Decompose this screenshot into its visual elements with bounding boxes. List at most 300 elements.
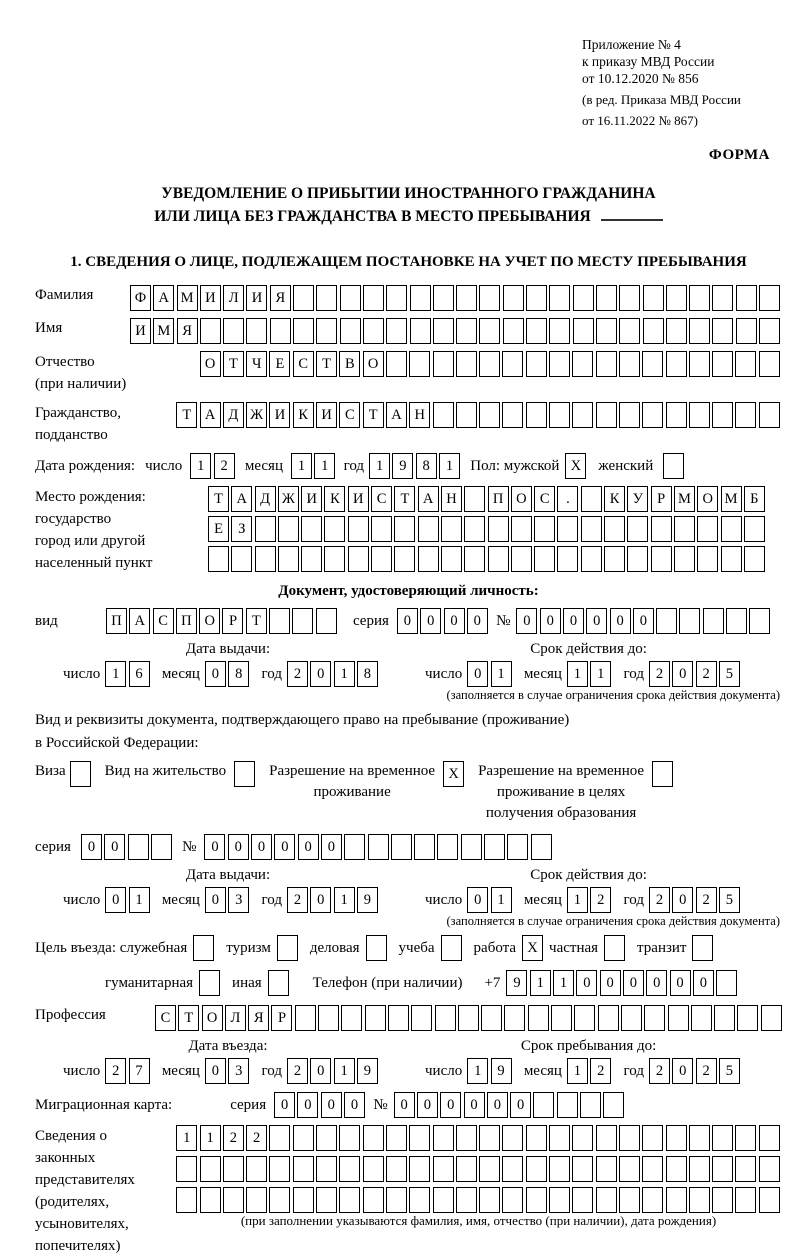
purpose-work-checkbox[interactable]: X bbox=[522, 935, 543, 961]
char-cell[interactable] bbox=[573, 318, 594, 344]
char-cell[interactable]: А bbox=[129, 608, 150, 634]
char-cell[interactable]: 5 bbox=[719, 1058, 740, 1084]
char-cell[interactable] bbox=[534, 516, 555, 542]
char-cell[interactable] bbox=[689, 351, 710, 377]
char-cell[interactable]: И bbox=[200, 285, 221, 311]
char-cell[interactable]: 2 bbox=[287, 887, 308, 913]
char-cell[interactable] bbox=[689, 1187, 710, 1213]
sex-male-checkbox[interactable]: X bbox=[565, 453, 586, 479]
char-cell[interactable] bbox=[200, 1156, 221, 1182]
char-cell[interactable] bbox=[339, 1156, 360, 1182]
char-cell[interactable] bbox=[365, 1005, 386, 1031]
char-cell[interactable] bbox=[651, 546, 672, 572]
char-cell[interactable] bbox=[549, 1125, 570, 1151]
char-cell[interactable] bbox=[689, 1125, 710, 1151]
char-cell[interactable] bbox=[598, 1005, 619, 1031]
purpose-transit-checkbox[interactable] bbox=[692, 935, 713, 961]
char-cell[interactable] bbox=[433, 318, 454, 344]
char-cell[interactable] bbox=[534, 546, 555, 572]
char-cell[interactable] bbox=[456, 351, 477, 377]
char-cell[interactable] bbox=[461, 834, 482, 860]
char-cell[interactable] bbox=[528, 1005, 549, 1031]
char-cell[interactable] bbox=[712, 402, 733, 428]
char-cell[interactable]: . bbox=[557, 486, 578, 512]
visa-checkbox[interactable] bbox=[70, 761, 91, 787]
char-cell[interactable]: 0 bbox=[467, 887, 488, 913]
char-cell[interactable] bbox=[656, 608, 677, 634]
char-cell[interactable] bbox=[391, 834, 412, 860]
char-cell[interactable] bbox=[712, 1187, 733, 1213]
char-cell[interactable] bbox=[679, 608, 700, 634]
char-cell[interactable]: К bbox=[324, 486, 345, 512]
char-cell[interactable]: М bbox=[674, 486, 695, 512]
char-cell[interactable]: 9 bbox=[506, 970, 527, 996]
char-cell[interactable] bbox=[269, 1125, 290, 1151]
char-cell[interactable]: Т bbox=[394, 486, 415, 512]
char-cell[interactable] bbox=[691, 1005, 712, 1031]
char-cell[interactable] bbox=[531, 834, 552, 860]
char-cell[interactable]: 3 bbox=[228, 1058, 249, 1084]
char-cell[interactable] bbox=[435, 1005, 456, 1031]
char-cell[interactable] bbox=[712, 285, 733, 311]
char-cell[interactable] bbox=[316, 1125, 337, 1151]
char-cell[interactable] bbox=[549, 285, 570, 311]
char-cell[interactable] bbox=[151, 834, 172, 860]
char-cell[interactable] bbox=[504, 1005, 525, 1031]
char-cell[interactable] bbox=[318, 1005, 339, 1031]
char-cell[interactable]: Д bbox=[255, 486, 276, 512]
char-cell[interactable]: 0 bbox=[104, 834, 125, 860]
char-cell[interactable] bbox=[761, 1005, 782, 1031]
char-cell[interactable] bbox=[642, 1187, 663, 1213]
char-cell[interactable]: Р bbox=[271, 1005, 292, 1031]
char-cell[interactable] bbox=[433, 1125, 454, 1151]
char-cell[interactable] bbox=[409, 351, 430, 377]
char-cell[interactable]: П bbox=[488, 486, 509, 512]
char-cell[interactable]: 0 bbox=[510, 1092, 531, 1118]
char-cell[interactable]: 2 bbox=[649, 661, 670, 687]
char-cell[interactable]: Я bbox=[177, 318, 198, 344]
char-cell[interactable] bbox=[410, 318, 431, 344]
char-cell[interactable] bbox=[394, 546, 415, 572]
char-cell[interactable] bbox=[712, 1156, 733, 1182]
char-cell[interactable] bbox=[246, 1187, 267, 1213]
char-cell[interactable]: 0 bbox=[205, 661, 226, 687]
char-cell[interactable] bbox=[511, 546, 532, 572]
char-cell[interactable] bbox=[464, 516, 485, 542]
char-cell[interactable]: Е bbox=[208, 516, 229, 542]
char-cell[interactable]: 1 bbox=[190, 453, 211, 479]
char-cell[interactable] bbox=[371, 546, 392, 572]
temp-residence-edu-checkbox[interactable] bbox=[652, 761, 673, 787]
char-cell[interactable]: 0 bbox=[228, 834, 249, 860]
char-cell[interactable] bbox=[348, 546, 369, 572]
char-cell[interactable] bbox=[619, 1156, 640, 1182]
char-cell[interactable]: Д bbox=[223, 402, 244, 428]
char-cell[interactable] bbox=[316, 318, 337, 344]
char-cell[interactable] bbox=[388, 1005, 409, 1031]
char-cell[interactable]: 2 bbox=[590, 1058, 611, 1084]
char-cell[interactable]: 8 bbox=[357, 661, 378, 687]
char-cell[interactable]: 0 bbox=[394, 1092, 415, 1118]
char-cell[interactable] bbox=[411, 1005, 432, 1031]
char-cell[interactable] bbox=[549, 1156, 570, 1182]
char-cell[interactable]: 1 bbox=[590, 661, 611, 687]
purpose-humanitarian-checkbox[interactable] bbox=[199, 970, 220, 996]
char-cell[interactable] bbox=[502, 1187, 523, 1213]
char-cell[interactable]: 0 bbox=[251, 834, 272, 860]
char-cell[interactable]: 0 bbox=[321, 834, 342, 860]
char-cell[interactable]: С bbox=[534, 486, 555, 512]
char-cell[interactable] bbox=[484, 834, 505, 860]
char-cell[interactable] bbox=[644, 1005, 665, 1031]
char-cell[interactable]: К bbox=[604, 486, 625, 512]
char-cell[interactable]: 0 bbox=[298, 834, 319, 860]
char-cell[interactable] bbox=[278, 516, 299, 542]
char-cell[interactable] bbox=[503, 318, 524, 344]
char-cell[interactable]: 0 bbox=[204, 834, 225, 860]
char-cell[interactable]: 1 bbox=[553, 970, 574, 996]
char-cell[interactable] bbox=[223, 318, 244, 344]
char-cell[interactable] bbox=[581, 516, 602, 542]
char-cell[interactable] bbox=[642, 402, 663, 428]
char-cell[interactable] bbox=[596, 1125, 617, 1151]
char-cell[interactable]: К bbox=[293, 402, 314, 428]
char-cell[interactable]: О bbox=[200, 351, 221, 377]
char-cell[interactable] bbox=[502, 1125, 523, 1151]
char-cell[interactable]: И bbox=[246, 285, 267, 311]
char-cell[interactable]: 7 bbox=[129, 1058, 150, 1084]
char-cell[interactable] bbox=[502, 402, 523, 428]
sex-female-checkbox[interactable] bbox=[663, 453, 684, 479]
char-cell[interactable] bbox=[507, 834, 528, 860]
residence-permit-checkbox[interactable] bbox=[234, 761, 255, 787]
char-cell[interactable] bbox=[409, 1125, 430, 1151]
char-cell[interactable] bbox=[269, 608, 290, 634]
char-cell[interactable] bbox=[464, 486, 485, 512]
char-cell[interactable] bbox=[737, 1005, 758, 1031]
char-cell[interactable]: 1 bbox=[291, 453, 312, 479]
char-cell[interactable] bbox=[386, 318, 407, 344]
purpose-business-checkbox[interactable] bbox=[366, 935, 387, 961]
char-cell[interactable] bbox=[666, 1125, 687, 1151]
char-cell[interactable] bbox=[642, 1125, 663, 1151]
char-cell[interactable]: М bbox=[721, 486, 742, 512]
char-cell[interactable] bbox=[526, 1187, 547, 1213]
char-cell[interactable] bbox=[716, 970, 737, 996]
char-cell[interactable] bbox=[255, 546, 276, 572]
char-cell[interactable] bbox=[223, 1187, 244, 1213]
char-cell[interactable] bbox=[712, 318, 733, 344]
char-cell[interactable]: Т bbox=[178, 1005, 199, 1031]
char-cell[interactable] bbox=[619, 1187, 640, 1213]
char-cell[interactable]: 1 bbox=[334, 887, 355, 913]
char-cell[interactable]: Ж bbox=[246, 402, 267, 428]
char-cell[interactable] bbox=[200, 1187, 221, 1213]
char-cell[interactable]: 9 bbox=[357, 1058, 378, 1084]
char-cell[interactable] bbox=[441, 516, 462, 542]
char-cell[interactable]: О bbox=[202, 1005, 223, 1031]
char-cell[interactable]: 2 bbox=[287, 661, 308, 687]
char-cell[interactable]: 2 bbox=[105, 1058, 126, 1084]
char-cell[interactable] bbox=[712, 351, 733, 377]
char-cell[interactable]: 0 bbox=[420, 608, 441, 634]
char-cell[interactable]: 8 bbox=[228, 661, 249, 687]
char-cell[interactable] bbox=[316, 1156, 337, 1182]
char-cell[interactable] bbox=[464, 546, 485, 572]
char-cell[interactable] bbox=[551, 1005, 572, 1031]
char-cell[interactable] bbox=[293, 285, 314, 311]
char-cell[interactable] bbox=[363, 285, 384, 311]
char-cell[interactable] bbox=[604, 546, 625, 572]
char-cell[interactable] bbox=[479, 402, 500, 428]
char-cell[interactable] bbox=[668, 1005, 689, 1031]
char-cell[interactable] bbox=[735, 402, 756, 428]
char-cell[interactable] bbox=[526, 1125, 547, 1151]
char-cell[interactable] bbox=[627, 516, 648, 542]
char-cell[interactable] bbox=[703, 608, 724, 634]
char-cell[interactable]: 1 bbox=[369, 453, 390, 479]
char-cell[interactable] bbox=[759, 1156, 780, 1182]
char-cell[interactable]: И bbox=[316, 402, 337, 428]
char-cell[interactable] bbox=[603, 1092, 624, 1118]
char-cell[interactable]: 2 bbox=[590, 887, 611, 913]
char-cell[interactable] bbox=[394, 516, 415, 542]
char-cell[interactable] bbox=[340, 318, 361, 344]
char-cell[interactable]: 1 bbox=[176, 1125, 197, 1151]
char-cell[interactable] bbox=[619, 351, 640, 377]
char-cell[interactable] bbox=[666, 285, 687, 311]
char-cell[interactable]: 0 bbox=[417, 1092, 438, 1118]
char-cell[interactable] bbox=[270, 318, 291, 344]
char-cell[interactable] bbox=[386, 285, 407, 311]
char-cell[interactable] bbox=[363, 318, 384, 344]
purpose-tourism-checkbox[interactable] bbox=[277, 935, 298, 961]
char-cell[interactable] bbox=[456, 1125, 477, 1151]
char-cell[interactable]: 0 bbox=[105, 887, 126, 913]
char-cell[interactable]: Б bbox=[744, 486, 765, 512]
char-cell[interactable] bbox=[549, 318, 570, 344]
char-cell[interactable] bbox=[596, 402, 617, 428]
char-cell[interactable] bbox=[456, 285, 477, 311]
char-cell[interactable] bbox=[456, 1156, 477, 1182]
char-cell[interactable]: 5 bbox=[719, 887, 740, 913]
char-cell[interactable]: 0 bbox=[610, 608, 631, 634]
char-cell[interactable]: 0 bbox=[274, 834, 295, 860]
char-cell[interactable] bbox=[642, 1156, 663, 1182]
char-cell[interactable] bbox=[574, 1005, 595, 1031]
char-cell[interactable]: Т bbox=[208, 486, 229, 512]
char-cell[interactable] bbox=[596, 1187, 617, 1213]
char-cell[interactable]: 0 bbox=[467, 661, 488, 687]
char-cell[interactable] bbox=[316, 1187, 337, 1213]
char-cell[interactable] bbox=[437, 834, 458, 860]
char-cell[interactable] bbox=[371, 516, 392, 542]
char-cell[interactable]: М bbox=[153, 318, 174, 344]
char-cell[interactable] bbox=[479, 1125, 500, 1151]
char-cell[interactable]: Р bbox=[651, 486, 672, 512]
char-cell[interactable] bbox=[441, 546, 462, 572]
char-cell[interactable]: У bbox=[627, 486, 648, 512]
char-cell[interactable] bbox=[557, 516, 578, 542]
char-cell[interactable] bbox=[456, 402, 477, 428]
char-cell[interactable]: О bbox=[697, 486, 718, 512]
char-cell[interactable] bbox=[759, 402, 780, 428]
char-cell[interactable] bbox=[511, 516, 532, 542]
char-cell[interactable] bbox=[721, 516, 742, 542]
char-cell[interactable] bbox=[293, 1125, 314, 1151]
char-cell[interactable] bbox=[246, 318, 267, 344]
char-cell[interactable] bbox=[418, 516, 439, 542]
char-cell[interactable] bbox=[666, 1156, 687, 1182]
char-cell[interactable] bbox=[363, 1187, 384, 1213]
char-cell[interactable] bbox=[619, 402, 640, 428]
char-cell[interactable]: 2 bbox=[223, 1125, 244, 1151]
char-cell[interactable]: 0 bbox=[81, 834, 102, 860]
char-cell[interactable] bbox=[246, 1156, 267, 1182]
char-cell[interactable]: 0 bbox=[397, 608, 418, 634]
char-cell[interactable]: В bbox=[339, 351, 360, 377]
char-cell[interactable] bbox=[619, 285, 640, 311]
char-cell[interactable] bbox=[176, 1156, 197, 1182]
char-cell[interactable] bbox=[301, 516, 322, 542]
char-cell[interactable] bbox=[666, 402, 687, 428]
char-cell[interactable] bbox=[666, 1187, 687, 1213]
char-cell[interactable] bbox=[643, 285, 664, 311]
char-cell[interactable] bbox=[363, 1125, 384, 1151]
char-cell[interactable] bbox=[488, 546, 509, 572]
char-cell[interactable] bbox=[572, 351, 593, 377]
char-cell[interactable] bbox=[619, 1125, 640, 1151]
purpose-other-checkbox[interactable] bbox=[268, 970, 289, 996]
char-cell[interactable]: Р bbox=[222, 608, 243, 634]
char-cell[interactable] bbox=[316, 608, 337, 634]
char-cell[interactable]: 0 bbox=[297, 1092, 318, 1118]
char-cell[interactable] bbox=[295, 1005, 316, 1031]
char-cell[interactable]: 0 bbox=[633, 608, 654, 634]
char-cell[interactable] bbox=[759, 1187, 780, 1213]
char-cell[interactable] bbox=[255, 516, 276, 542]
char-cell[interactable]: 0 bbox=[623, 970, 644, 996]
temp-residence-checkbox[interactable]: X bbox=[443, 761, 464, 787]
char-cell[interactable] bbox=[456, 318, 477, 344]
char-cell[interactable]: И bbox=[269, 402, 290, 428]
char-cell[interactable] bbox=[526, 1156, 547, 1182]
char-cell[interactable] bbox=[363, 1156, 384, 1182]
char-cell[interactable] bbox=[604, 516, 625, 542]
char-cell[interactable] bbox=[418, 546, 439, 572]
char-cell[interactable] bbox=[386, 1125, 407, 1151]
char-cell[interactable]: С bbox=[371, 486, 392, 512]
char-cell[interactable]: 9 bbox=[392, 453, 413, 479]
char-cell[interactable]: 0 bbox=[344, 1092, 365, 1118]
char-cell[interactable] bbox=[689, 285, 710, 311]
char-cell[interactable]: 0 bbox=[440, 1092, 461, 1118]
char-cell[interactable]: 2 bbox=[696, 887, 717, 913]
char-cell[interactable]: А bbox=[200, 402, 221, 428]
char-cell[interactable]: 5 bbox=[719, 661, 740, 687]
char-cell[interactable] bbox=[301, 546, 322, 572]
char-cell[interactable] bbox=[549, 351, 570, 377]
char-cell[interactable] bbox=[736, 318, 757, 344]
char-cell[interactable] bbox=[502, 1156, 523, 1182]
char-cell[interactable] bbox=[557, 1092, 578, 1118]
char-cell[interactable] bbox=[572, 1125, 593, 1151]
char-cell[interactable] bbox=[433, 402, 454, 428]
char-cell[interactable] bbox=[735, 1187, 756, 1213]
char-cell[interactable] bbox=[433, 285, 454, 311]
char-cell[interactable]: 1 bbox=[491, 661, 512, 687]
char-cell[interactable] bbox=[744, 516, 765, 542]
char-cell[interactable]: 0 bbox=[672, 661, 693, 687]
char-cell[interactable]: Т bbox=[316, 351, 337, 377]
char-cell[interactable]: С bbox=[293, 351, 314, 377]
char-cell[interactable]: 9 bbox=[357, 887, 378, 913]
char-cell[interactable]: 1 bbox=[491, 887, 512, 913]
char-cell[interactable]: 2 bbox=[214, 453, 235, 479]
char-cell[interactable] bbox=[759, 318, 780, 344]
char-cell[interactable]: 1 bbox=[200, 1125, 221, 1151]
char-cell[interactable] bbox=[386, 351, 407, 377]
char-cell[interactable]: О bbox=[199, 608, 220, 634]
char-cell[interactable]: О bbox=[511, 486, 532, 512]
char-cell[interactable] bbox=[697, 546, 718, 572]
char-cell[interactable]: 2 bbox=[246, 1125, 267, 1151]
char-cell[interactable] bbox=[488, 516, 509, 542]
char-cell[interactable]: 6 bbox=[129, 661, 150, 687]
char-cell[interactable] bbox=[621, 1005, 642, 1031]
char-cell[interactable] bbox=[409, 1187, 430, 1213]
char-cell[interactable]: 0 bbox=[274, 1092, 295, 1118]
char-cell[interactable]: С bbox=[339, 402, 360, 428]
purpose-private-checkbox[interactable] bbox=[604, 935, 625, 961]
char-cell[interactable] bbox=[340, 285, 361, 311]
char-cell[interactable] bbox=[596, 318, 617, 344]
char-cell[interactable]: 9 bbox=[491, 1058, 512, 1084]
char-cell[interactable]: Н bbox=[409, 402, 430, 428]
char-cell[interactable] bbox=[666, 351, 687, 377]
char-cell[interactable] bbox=[643, 318, 664, 344]
char-cell[interactable] bbox=[744, 546, 765, 572]
char-cell[interactable] bbox=[293, 1187, 314, 1213]
char-cell[interactable] bbox=[324, 516, 345, 542]
char-cell[interactable] bbox=[572, 1156, 593, 1182]
char-cell[interactable] bbox=[526, 351, 547, 377]
char-cell[interactable] bbox=[341, 1005, 362, 1031]
char-cell[interactable] bbox=[549, 402, 570, 428]
char-cell[interactable] bbox=[433, 1156, 454, 1182]
char-cell[interactable] bbox=[414, 834, 435, 860]
char-cell[interactable] bbox=[721, 546, 742, 572]
char-cell[interactable] bbox=[348, 516, 369, 542]
char-cell[interactable] bbox=[596, 285, 617, 311]
purpose-study-checkbox[interactable] bbox=[441, 935, 462, 961]
char-cell[interactable]: П bbox=[106, 608, 127, 634]
char-cell[interactable]: А bbox=[231, 486, 252, 512]
char-cell[interactable]: 3 bbox=[228, 887, 249, 913]
char-cell[interactable] bbox=[533, 1092, 554, 1118]
char-cell[interactable]: А bbox=[386, 402, 407, 428]
purpose-official-checkbox[interactable] bbox=[193, 935, 214, 961]
char-cell[interactable]: 1 bbox=[567, 887, 588, 913]
char-cell[interactable] bbox=[503, 285, 524, 311]
char-cell[interactable]: 0 bbox=[586, 608, 607, 634]
char-cell[interactable] bbox=[269, 1156, 290, 1182]
char-cell[interactable]: 2 bbox=[696, 661, 717, 687]
char-cell[interactable]: 0 bbox=[310, 1058, 331, 1084]
char-cell[interactable]: М bbox=[177, 285, 198, 311]
char-cell[interactable]: Н bbox=[441, 486, 462, 512]
